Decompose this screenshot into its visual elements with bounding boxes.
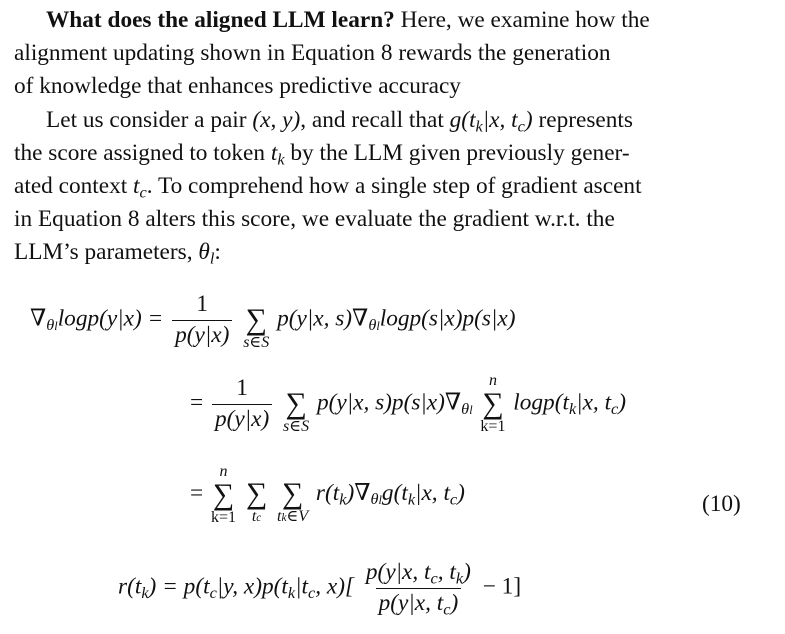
text: l	[469, 402, 473, 417]
text: )	[463, 559, 471, 585]
text: LLM’s parameters,	[14, 239, 199, 265]
math-pair: (x, y)	[252, 107, 301, 133]
text: t	[277, 508, 282, 525]
fraction	[172, 292, 232, 348]
paragraph-2-line-4: in Equation 8 alters this score, we evaluate the gradient w.r.t. the	[14, 206, 615, 232]
equation-number: (10)	[702, 491, 741, 517]
text: g(t	[449, 107, 476, 133]
sum-limit	[252, 508, 261, 527]
paragraph-1-line-3: of knowledge that enhances predictive accuracy	[14, 73, 461, 99]
text: r(t	[118, 573, 142, 600]
text: θ	[370, 489, 379, 509]
subscript: k	[141, 583, 149, 603]
text: g(t	[381, 479, 408, 506]
subscript	[368, 315, 379, 334]
paragraph-2	[14, 104, 774, 269]
sum-operator	[246, 462, 267, 527]
paragraph-1	[14, 4, 774, 103]
text: ∈V	[286, 508, 309, 525]
text: |x, t	[415, 479, 450, 506]
text: − 1]	[482, 573, 522, 600]
subscript: c	[449, 489, 458, 509]
text: :	[214, 239, 221, 265]
equals: =	[190, 389, 204, 416]
nabla: ∇	[30, 305, 47, 332]
subscript: l	[209, 248, 215, 268]
text: )	[450, 589, 459, 616]
paragraph-2-line-5	[14, 236, 774, 269]
text: θ	[368, 314, 377, 334]
equation-row-4	[118, 559, 522, 619]
sum-operator	[480, 372, 505, 436]
subscript: c	[256, 512, 262, 524]
text: Let us consider a pair	[46, 107, 253, 133]
math-g	[449, 107, 533, 136]
subscript: k	[455, 568, 464, 588]
text: ) = p(t	[148, 573, 210, 600]
text: )	[457, 479, 465, 506]
numerator	[363, 560, 474, 588]
sum-operator	[283, 372, 309, 436]
text: p(y|x, t	[378, 589, 444, 616]
denominator: p(y|x)	[172, 320, 232, 349]
text: logp(y|x) =	[57, 305, 164, 332]
subscript: c	[517, 116, 525, 136]
equation-row-1	[30, 288, 515, 352]
text: l	[378, 493, 382, 508]
paragraph-1-line-2: alignment updating shown in Equation 8 rewards the generation	[14, 40, 611, 66]
denominator: p(y|x)	[212, 404, 272, 433]
paragraph-2-line-3	[14, 170, 774, 203]
sum-limit: k=1	[480, 418, 506, 435]
text: by the LLM given previously gener-	[284, 140, 630, 166]
subscript: c	[443, 599, 451, 619]
text: ated context	[14, 173, 134, 199]
text: |t	[295, 573, 309, 600]
text: r(t	[315, 479, 340, 506]
paragraph-heading: What does the aligned LLM learn?	[46, 7, 395, 33]
subscript: k	[568, 398, 577, 418]
text: . To comprehend how a single step of gradient ascent	[146, 173, 642, 199]
subscript	[46, 315, 57, 334]
sum-limit	[277, 508, 308, 527]
subscript: k	[277, 149, 285, 169]
sum-limit-top: n	[219, 462, 228, 480]
text: |x, t	[576, 389, 612, 416]
sum-limit: s∈S	[283, 418, 310, 435]
subscript: c	[611, 398, 619, 418]
fraction	[212, 376, 272, 432]
numerator: 1	[196, 290, 209, 317]
text: p(y|x, s)∇	[277, 305, 369, 332]
subscript: k	[281, 512, 287, 524]
sigma: ∑	[482, 387, 504, 420]
text: |y, x)p(t	[216, 573, 288, 600]
equation-row-3	[190, 462, 465, 527]
sum-operator	[243, 288, 269, 352]
subscript: k	[339, 489, 347, 509]
paragraph-1-line-1	[14, 4, 774, 37]
subscript: k	[287, 583, 296, 603]
sum-limit-top: n	[488, 372, 497, 389]
sigma: ∑	[212, 477, 235, 511]
subscript: k	[407, 489, 416, 509]
sum-operator	[277, 462, 308, 527]
subscript: k	[475, 116, 483, 136]
text: , x)[	[315, 573, 355, 600]
sum-limit: k=1	[210, 508, 236, 526]
subscript: c	[308, 583, 316, 603]
subscript: c	[139, 182, 147, 202]
math-theta: θ	[198, 239, 210, 265]
fraction	[363, 559, 474, 619]
sum-operator	[211, 463, 236, 527]
sigma: ∑	[281, 477, 304, 510]
text: , t	[437, 559, 456, 585]
text: l	[376, 318, 380, 333]
subscript: c	[209, 583, 217, 603]
math-t: t	[133, 173, 140, 199]
text: p(y|x, t	[365, 559, 431, 585]
text: θ	[461, 398, 470, 418]
numerator: 1	[236, 374, 248, 401]
paragraph-2-line-2	[14, 137, 774, 170]
text: p(y|x, s)p(s|x)∇	[316, 389, 462, 416]
subscript	[371, 489, 382, 508]
text: t	[251, 508, 257, 525]
subscript: c	[430, 568, 438, 588]
sigma: ∑	[285, 387, 307, 420]
sum-limit: s∈S	[243, 334, 270, 351]
text: logp(s|x)p(s|x)	[379, 305, 516, 332]
text: )	[524, 107, 533, 133]
text: l	[54, 318, 58, 333]
math-t: t	[270, 140, 278, 166]
text: )	[618, 389, 627, 416]
text: the score assigned to token	[14, 140, 271, 166]
text: , and recall that	[300, 107, 450, 133]
equation-row-2	[190, 372, 626, 436]
text: represents	[532, 107, 633, 133]
sigma: ∑	[245, 477, 268, 510]
text: |x, t	[482, 107, 518, 133]
paragraph-2-line-1	[14, 104, 774, 137]
sigma: ∑	[245, 303, 267, 336]
text: Here, we examine how the	[394, 7, 650, 33]
denominator	[376, 588, 462, 617]
text: )∇	[346, 479, 371, 506]
subscript	[461, 399, 472, 418]
text: logp(t	[513, 389, 569, 416]
text: θ	[46, 314, 55, 334]
equals: =	[190, 479, 204, 506]
